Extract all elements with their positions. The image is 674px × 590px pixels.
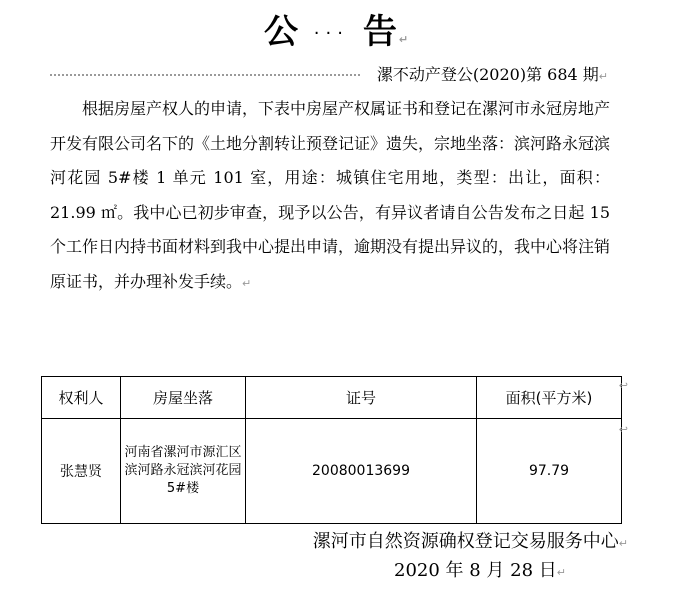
row-end-mark-icon: ↩ [618, 379, 628, 392]
header-area: 面积(平方米) [477, 377, 622, 419]
paragraph-mark-icon: ↵ [398, 33, 411, 46]
header-owner: 权利人 [42, 377, 121, 419]
table-row [42, 419, 622, 524]
issue-date: 2020 年 8 月 28 日↵ [394, 560, 566, 581]
cell-area: 97.79 [477, 419, 622, 524]
paragraph-mark-icon: ↵ [242, 276, 252, 290]
dotted-leader-line [50, 74, 360, 76]
certificate-table [41, 376, 622, 524]
table-header-row [42, 377, 622, 419]
cell-cert-no: 20080013699 [246, 419, 477, 524]
row-end-mark-icon: ↩ [618, 423, 628, 436]
header-cert-no: 证号 [246, 377, 477, 419]
header-location: 房屋坐落 [121, 377, 246, 419]
paragraph-mark-icon: ↵ [618, 537, 628, 550]
title-char-right: 告 [362, 12, 399, 52]
notice-title [0, 4, 674, 53]
issuer-name: 漯河市自然资源确权登记交易服务中心↵ [312, 531, 628, 552]
cell-owner: 张慧贤 [42, 419, 121, 524]
paragraph-mark-icon: ↵ [556, 566, 566, 579]
paragraph-mark-icon: ↵ [598, 70, 608, 83]
notice-body: 根据房屋产权人的申请，下表中房屋产权属证书和登记在漯河市永冠房地产开发有限公司名下的《土地分割转让预登记证》遗失，宗地坐落：滨河路永冠滨河花园 5#楼 1 单元 101 室，用途：城镇住宅用地，类型：出让，面积：21.99 ㎡。我中心已初步审查，现予以公告，有异议者请自公告发布之日起 15 个工作日内持书面材料到我中心提出申请，逾期没有提出异议的，我中心将注销原证书，并办理补发手续。↵ [50, 99, 611, 291]
title-dots: ··· [313, 23, 349, 44]
document-number: 漯不动产登公(2020)第 684 期↵ [376, 65, 608, 84]
title-char-left: 公 [263, 12, 300, 52]
cell-location: 河南省漯河市源汇区滨河路永冠滨河花园5#楼 [121, 419, 246, 524]
